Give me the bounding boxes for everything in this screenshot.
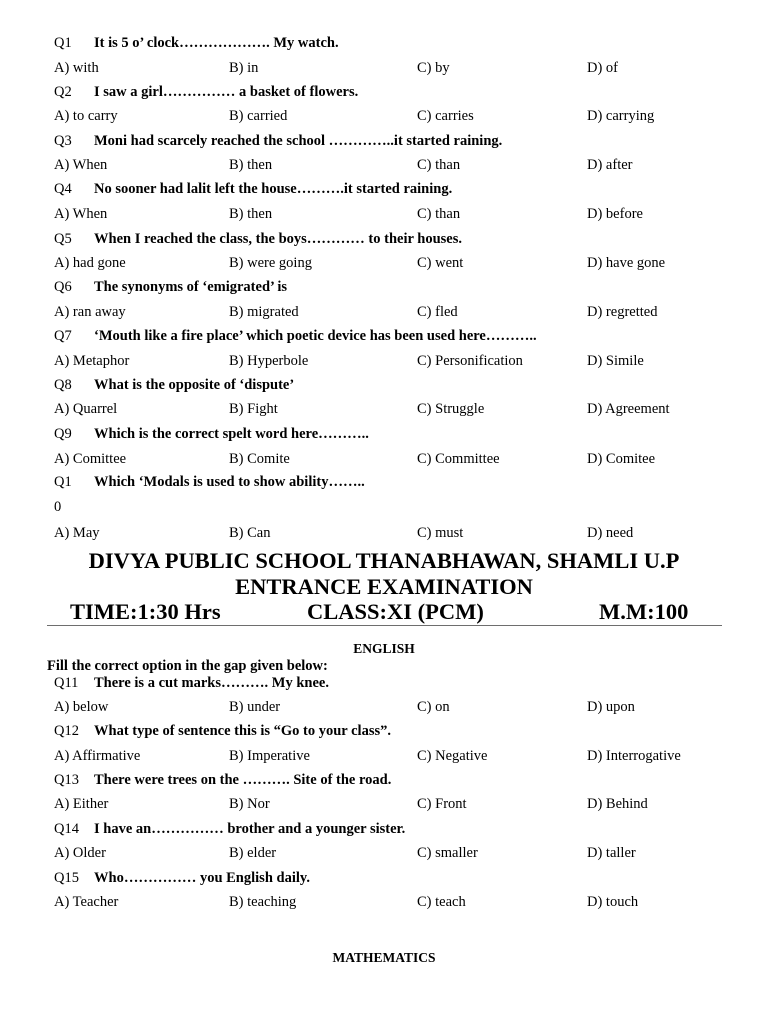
- option-a: A) with: [54, 60, 99, 76]
- option-a: A) Metaphor: [54, 353, 130, 369]
- question-text: No sooner had lalit left the house……….it started raining.: [94, 181, 453, 197]
- option-d: D) of: [587, 60, 619, 76]
- question-number: Q1: [54, 474, 72, 490]
- question-number: Q2: [54, 84, 72, 100]
- options-row-12: [0, 746, 768, 766]
- question-text: The synonyms of ‘emigrated’ is: [94, 279, 288, 295]
- option-c: C) fled: [417, 304, 458, 320]
- question-text: There is a cut marks………. My knee.: [94, 675, 329, 691]
- section-title-mathematics: MATHEMATICS: [332, 950, 436, 965]
- question-9: [0, 424, 768, 444]
- question-12: [0, 721, 768, 741]
- option-c: C) Negative: [417, 748, 488, 764]
- options-row-14: [0, 843, 768, 863]
- option-d: D) Simile: [587, 353, 644, 369]
- option-b: B) under: [229, 699, 281, 715]
- options-row-5: [0, 253, 768, 273]
- option-b: B) Can: [229, 525, 271, 541]
- option-c: C) teach: [417, 894, 466, 910]
- question-text: When I reached the class, the boys………… to their houses.: [94, 231, 463, 247]
- option-c: C) went: [417, 255, 464, 271]
- question-number: Q13: [54, 772, 79, 788]
- question-number: Q7: [54, 328, 72, 344]
- option-b: B) teaching: [229, 894, 297, 910]
- question-number: Q15: [54, 870, 79, 886]
- option-a: A) Affirmative: [54, 748, 141, 764]
- question-text: I saw a girl…………… a basket of flowers.: [94, 84, 359, 100]
- option-c: C) than: [417, 157, 461, 173]
- option-b: B) Comite: [229, 451, 290, 467]
- option-b: B) then: [229, 157, 273, 173]
- exam-class: CLASS:XI (PCM): [307, 599, 484, 624]
- question-3: [0, 131, 768, 151]
- option-c: C) Personification: [417, 353, 523, 369]
- section-instruction: Fill the correct option in the gap given below:: [47, 658, 328, 674]
- option-a: A) Teacher: [54, 894, 119, 910]
- question-text: There were trees on the ………. Site of the road.: [94, 772, 392, 788]
- question-text: I have an…………… brother and a younger sister.: [94, 821, 406, 837]
- option-d: D) upon: [587, 699, 635, 715]
- question-number: Q6: [54, 279, 72, 295]
- option-b: B) carried: [229, 108, 288, 124]
- exam-time: TIME:1:30 Hrs: [70, 599, 221, 624]
- option-d: D) carrying: [587, 108, 655, 124]
- option-b: B) Fight: [229, 401, 278, 417]
- option-c: C) Committee: [417, 451, 500, 467]
- question-10-number-continued: [0, 497, 768, 517]
- question-number: Q12: [54, 723, 79, 739]
- question-2: [0, 82, 768, 102]
- option-d: D) before: [587, 206, 643, 222]
- options-row-13: [0, 794, 768, 814]
- max-marks: M.M:100: [599, 599, 689, 624]
- options-row-8: [0, 399, 768, 419]
- question-text: Which ‘Modals is used to show ability……..: [94, 474, 365, 490]
- options-row-2: [0, 106, 768, 126]
- option-c: C) Front: [417, 796, 467, 812]
- section-title-english: ENGLISH: [353, 641, 415, 656]
- question-6: [0, 277, 768, 297]
- option-c: C) carries: [417, 108, 474, 124]
- option-a: A) When: [54, 157, 108, 173]
- options-row-9: [0, 449, 768, 469]
- question-number: Q5: [54, 231, 72, 247]
- question-10: [0, 472, 768, 492]
- options-row-7: [0, 351, 768, 371]
- options-row-11: [0, 697, 768, 717]
- options-row-4: [0, 204, 768, 224]
- question-number: Q4: [54, 181, 72, 197]
- options-row-6: [0, 302, 768, 322]
- question-text: ‘Mouth like a fire place’ which poetic device has been used here………..: [94, 328, 537, 344]
- option-c: C) than: [417, 206, 461, 222]
- options-row-1: [0, 58, 768, 78]
- question-13: [0, 770, 768, 790]
- exam-title: ENTRANCE EXAMINATION: [235, 574, 533, 599]
- option-a: A) When: [54, 206, 108, 222]
- question-text: What type of sentence this is “Go to your class”.: [94, 723, 391, 739]
- option-c: C) on: [417, 699, 450, 715]
- option-d: D) Agreement: [587, 401, 670, 417]
- question-text: Who…………… you English daily.: [94, 870, 310, 886]
- question-number: Q1: [54, 35, 72, 51]
- option-d: D) Comitee: [587, 451, 656, 467]
- question-14: [0, 819, 768, 839]
- option-d: D) Interrogative: [587, 748, 681, 764]
- question-number: Q3: [54, 133, 72, 149]
- option-b: B) Imperative: [229, 748, 310, 764]
- option-d: D) Behind: [587, 796, 648, 812]
- question-number: Q11: [54, 675, 79, 691]
- option-c: C) by: [417, 60, 450, 76]
- option-b: B) elder: [229, 845, 277, 861]
- question-15: [0, 868, 768, 888]
- question-number-wrap: 0: [54, 499, 62, 515]
- question-1: [0, 33, 768, 53]
- option-b: B) Hyperbole: [229, 353, 309, 369]
- header-divider: [47, 625, 722, 626]
- option-d: D) have gone: [587, 255, 666, 271]
- option-a: A) Comittee: [54, 451, 127, 467]
- question-7: [0, 326, 768, 346]
- option-c: C) smaller: [417, 845, 478, 861]
- option-b: B) Nor: [229, 796, 270, 812]
- options-row-3: [0, 155, 768, 175]
- option-d: D) after: [587, 157, 633, 173]
- options-row-10: [0, 523, 768, 543]
- question-text: Moni had scarcely reached the school …………..it started raining.: [94, 133, 503, 149]
- option-c: C) Struggle: [417, 401, 485, 417]
- question-5: [0, 229, 768, 249]
- option-a: A) had gone: [54, 255, 126, 271]
- question-number: Q8: [54, 377, 72, 393]
- option-d: D) taller: [587, 845, 636, 861]
- option-b: B) were going: [229, 255, 312, 271]
- option-d: D) need: [587, 525, 634, 541]
- question-11: [0, 673, 768, 693]
- question-text: Which is the correct spelt word here………..: [94, 426, 369, 442]
- option-a: A) to carry: [54, 108, 118, 124]
- option-c: C) must: [417, 525, 464, 541]
- option-d: D) touch: [587, 894, 639, 910]
- option-a: A) Either: [54, 796, 109, 812]
- option-b: B) in: [229, 60, 259, 76]
- options-row-15: [0, 892, 768, 912]
- question-8: [0, 375, 768, 395]
- school-name: DIVYA PUBLIC SCHOOL THANABHAWAN, SHAMLI U.P: [88, 548, 680, 573]
- option-a: A) Quarrel: [54, 401, 118, 417]
- question-number: Q9: [54, 426, 72, 442]
- question-4: [0, 179, 768, 199]
- option-b: B) migrated: [229, 304, 299, 320]
- option-a: A) ran away: [54, 304, 126, 320]
- option-b: B) then: [229, 206, 273, 222]
- option-a: A) below: [54, 699, 109, 715]
- option-a: A) Older: [54, 845, 106, 861]
- question-text: What is the opposite of ‘dispute’: [94, 377, 295, 393]
- option-d: D) regretted: [587, 304, 658, 320]
- question-text: It is 5 o’ clock………………. My watch.: [94, 35, 339, 51]
- option-a: A) May: [54, 525, 100, 541]
- question-number: Q14: [54, 821, 79, 837]
